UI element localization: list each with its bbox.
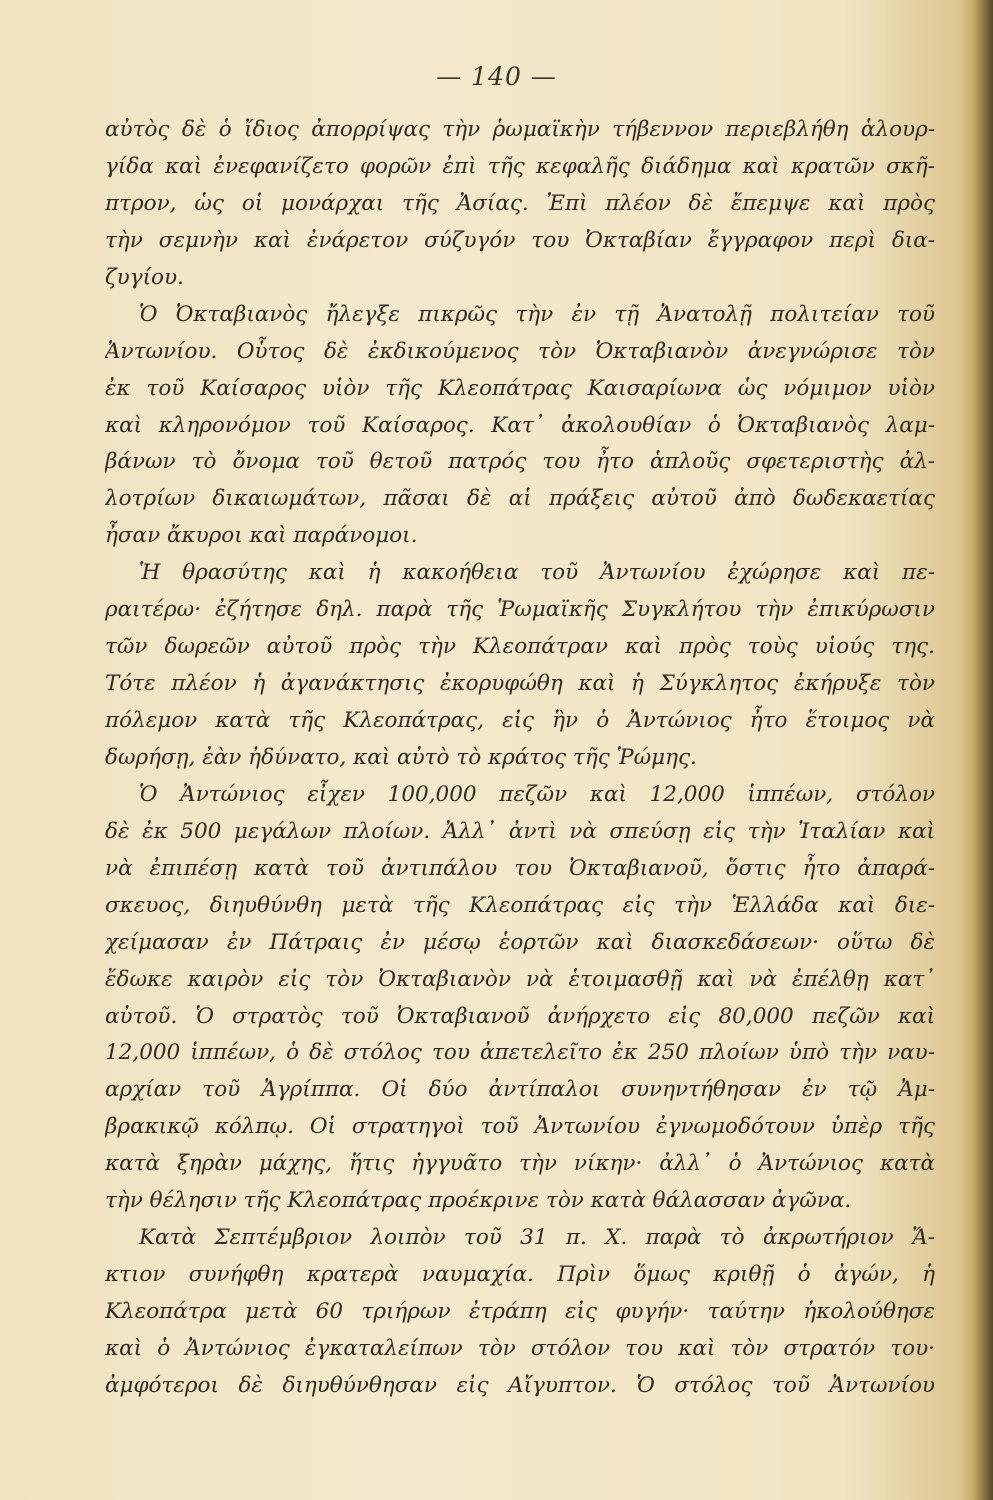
- text-line: πτρον, ὡς οἱ μονάρχαι τῆς Ἀσίας. Ἐπὶ πλέον δὲ ἔπεμψε καὶ πρὸς: [105, 190, 935, 216]
- book-spine-shadow: [959, 0, 993, 1500]
- text-line: ἦσαν ἄκυροι καὶ παράνομοι.: [105, 523, 418, 549]
- text-line: δὲ ἐκ 500 μεγάλων πλοίων. Ἀλλ᾽ ἀντὶ νὰ σπεύσῃ εἰς τὴν Ἰταλίαν καὶ: [105, 818, 935, 844]
- text-line: Ἡ θρασύτης καὶ ἡ κακοήθεια τοῦ Ἀντωνίου ἐχώρησε καὶ πε-: [139, 560, 935, 586]
- text-line: Κατὰ Σεπτέμβριον λοιπὸν τοῦ 31 π. Χ. παρὰ τὸ ἀκρωτήριον Ἄ-: [139, 1225, 935, 1251]
- text-line: τὴν σεμνὴν καὶ ἐνάρετον σύζυγόν του Ὀκταβίαν ἔγγραφον περὶ δια-: [105, 227, 935, 253]
- text-line: καὶ κληρονόμον τοῦ Καίσαρος. Κατ᾽ ἀκολουθίαν ὁ Ὀκταβιανὸς λαμ-: [105, 412, 935, 438]
- text-line: σκευος, διηυθύνθη μετὰ τῆς Κλεοπάτρας εἰς τὴν Ἑλλάδα καὶ διε-: [105, 892, 935, 918]
- page-number: — 140 —: [436, 62, 557, 91]
- text-line: γίδα καὶ ἐνεφανίζετο φορῶν ἐπὶ τῆς κεφαλῆς διάδημα καὶ κρατῶν σκῆ-: [105, 153, 935, 179]
- text-line: Ἀντωνίου. Οὗτος δὲ ἐκδικούμενος τὸν Ὀκταβιανὸν ἀνεγνώρισε τὸν: [105, 338, 935, 364]
- text-line: τῶν δωρεῶν αὐτοῦ πρὸς τὴν Κλεοπάτραν καὶ πρὸς τοὺς υἱούς της.: [105, 634, 935, 660]
- text-line: ραιτέρω· ἐζήτησε δηλ. παρὰ τῆς Ῥωμαϊκῆς Συγκλήτου τὴν ἐπικύρωσιν: [105, 597, 935, 623]
- text-line: τὴν θέλησιν τῆς Κλεοπάτρας προέκρινε τὸν κατὰ θάλασσαν ἀγῶνα.: [105, 1188, 852, 1214]
- text-line: κατὰ ξηρὰν μάχης, ἥτις ἠγγυᾶτο τὴν νίκην· ἀλλ᾽ ὁ Ἀντώνιος κατὰ: [105, 1151, 935, 1177]
- text-line: ἐκ τοῦ Καίσαρος υἱὸν τῆς Κλεοπάτρας Καισαρίωνα ὡς νόμιμον υἱὸν: [105, 375, 935, 401]
- text-line: βρακικῷ κόλπῳ. Οἱ στρατηγοὶ τοῦ Ἀντωνίου ἐγνωμοδότουν ὑπὲρ τῆς: [105, 1114, 935, 1140]
- text-line: ζυγίου.: [105, 264, 184, 290]
- text-line: αὐτὸς δὲ ὁ ἴδιος ἀπορρίψας τὴν ῥωμαϊκὴν τήβεννον περιεβλήθη ἁλουρ-: [105, 117, 935, 142]
- text-line: χείμασαν ἐν Πάτραις ἐν μέσῳ ἑορτῶν καὶ διασκεδάσεων· οὕτω δὲ: [105, 929, 935, 955]
- text-line: αὐτοῦ. Ὁ στρατὸς τοῦ Ὀκταβιανοῦ ἀνήρχετο εἰς 80,000 πεζῶν καὶ: [105, 1003, 935, 1029]
- text-line: 12,000 ἱππέων, ὁ δὲ στόλος του ἀπετελεῖτο ἐκ 250 πλοίων ὑπὸ τὴν ναυ-: [105, 1040, 935, 1066]
- text-line: πόλεμον κατὰ τῆς Κλεοπάτρας, εἰς ἣν ὁ Ἀντώνιος ἦτο ἕτοιμος νὰ: [105, 708, 935, 733]
- text-line: Ὁ Ἀντώνιος εἶχεν 100,000 πεζῶν καὶ 12,000 ἱππέων, στόλον: [139, 781, 935, 807]
- text-line: κτιον συνήφθη κρατερὰ ναυμαχία. Πρὶν ὅμως κριθῇ ὁ ἀγών, ἡ: [105, 1262, 935, 1288]
- text-line: νὰ ἐπιπέσῃ κατὰ τοῦ ἀντιπάλου του Ὀκταβιανοῦ, ὅστις ἦτο ἀπαρά-: [105, 855, 935, 881]
- text-line: Ὁ Ὀκταβιανὸς ἤλεγξε πικρῶς τὴν ἐν τῇ Ἀνατολῇ πολιτείαν τοῦ: [139, 301, 935, 327]
- text-line: ἀμφότεροι δὲ διηυθύνθησαν εἰς Αἴγυπτον. Ὁ στόλος τοῦ Ἀντωνίου: [105, 1372, 935, 1398]
- text-line: Κλεοπάτρα μετὰ 60 τριήρων ἐτράπη εἰς φυγήν· ταύτην ἠκολούθησε: [105, 1299, 935, 1324]
- text-line: ἔδωκε καιρὸν εἰς τὸν Ὀκταβιανὸν νὰ ἑτοιμασθῇ καὶ νὰ ἐπέλθῃ κατ᾽: [105, 966, 935, 992]
- text-line: αρχίαν τοῦ Ἀγρίππα. Οἱ δύο ἀντίπαλοι συνηντήθησαν ἐν τῷ Ἀμ-: [105, 1077, 935, 1103]
- text-line: δωρήσῃ, ἐὰν ἠδύνατο, καὶ αὐτὸ τὸ κράτος τῆς Ῥώμης.: [105, 744, 697, 770]
- text-line: καὶ ὁ Ἀντώνιος ἐγκαταλείπων τὸν στόλον του καὶ τὸν στρατόν του·: [105, 1335, 935, 1361]
- text-line: Τότε πλέον ἡ ἀγανάκτησις ἐκορυφώθη καὶ ἡ Σύγκλητος ἐκήρυξε τὸν: [105, 671, 935, 697]
- text-line: λοτρίων δικαιωμάτων, πᾶσαι δὲ αἱ πράξεις αὐτοῦ ἀπὸ δωδεκαετίας: [105, 486, 935, 512]
- body-text: [105, 112, 935, 1405]
- text-line: βάνων τὸ ὄνομα τοῦ θετοῦ πατρός του ἦτο ἁπλοῦς σφετεριστὴς ἀλ-: [105, 449, 935, 475]
